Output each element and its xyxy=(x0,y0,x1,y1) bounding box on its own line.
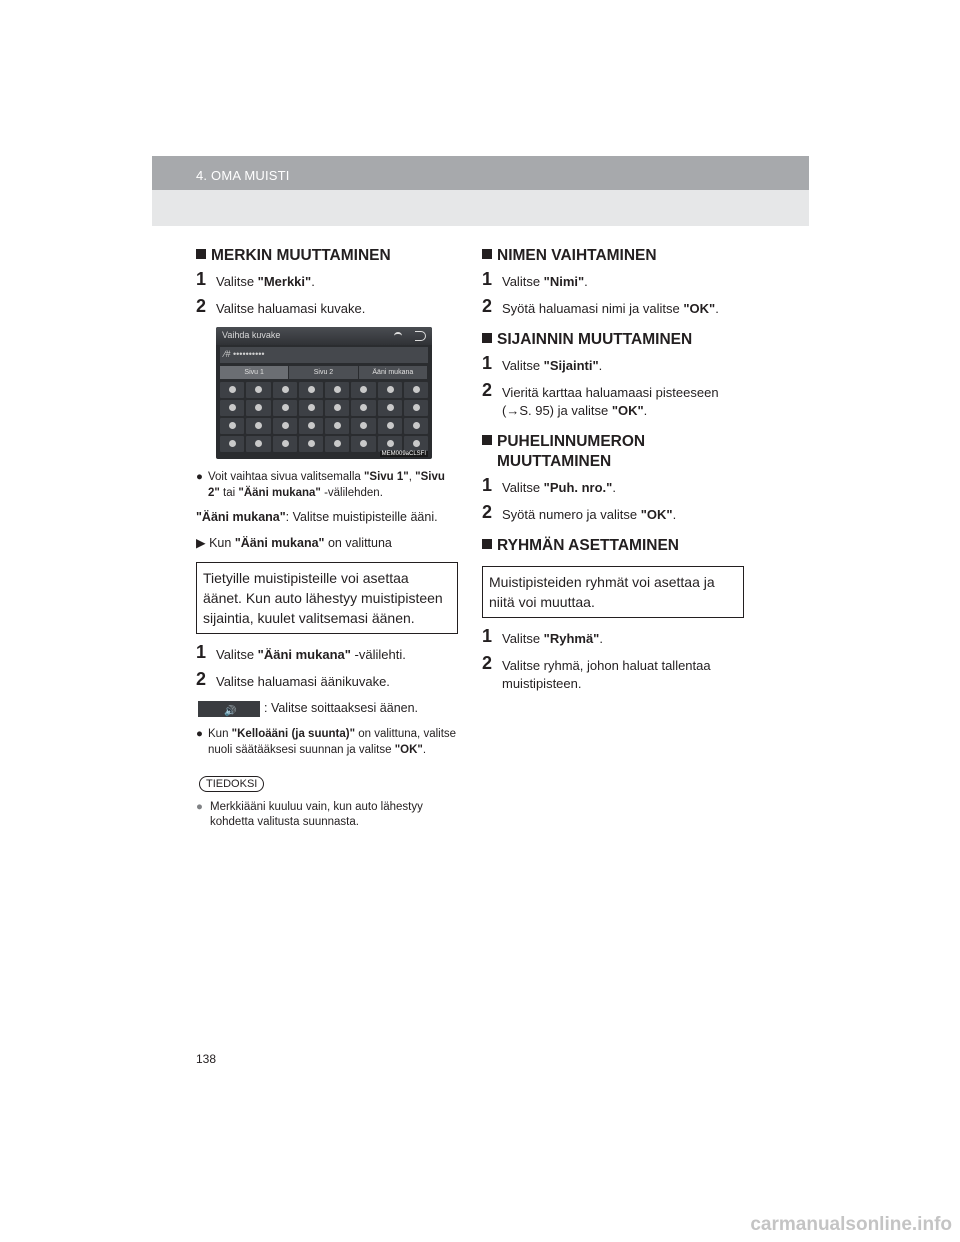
section-title-ryhma: RYHMÄN ASETTAMINEN xyxy=(482,536,744,556)
step-1-puhelin: 1 Valitse "Puh. nro.". xyxy=(482,475,616,495)
volume-instruction: 🔊 : Valitse soittaaksesi äänen. xyxy=(198,700,458,717)
bullet-tabs: ● Voit vaihtaa sivua valitsemalla "Sivu 1", "Sivu 2" tai "Ääni mukana" -välilehden. xyxy=(196,471,445,499)
page-number: 138 xyxy=(196,1052,217,1066)
section-title-puhelinnumero: PUHELINNUMERON MUUTTAMINEN xyxy=(482,432,744,472)
icon-select-screenshot xyxy=(216,327,432,459)
watermark: carmanualsonline.info xyxy=(750,1214,952,1235)
step-2-puhelin: 2 Syötä numero ja valitse "OK". xyxy=(482,502,677,522)
screen-tabs xyxy=(220,366,428,379)
step-2: 2 Valitse haluamasi kuvake. xyxy=(196,296,366,316)
arrow-icon: ▶ xyxy=(196,536,210,550)
square-bullet-icon xyxy=(482,539,492,549)
info-box-groups: Muistipisteiden ryhmät voi asettaa ja niitä voi muuttaa. xyxy=(482,566,744,618)
square-bullet-icon xyxy=(482,435,492,445)
volume-button xyxy=(198,701,260,717)
bullet-kelloaani: ● Kun "Kelloääni (ja suunta)" on valittuna, valitse nuoli säätääksesi suunnan ja valitse "OK". xyxy=(196,728,457,756)
screen-input-text: ⁄# •••••••••• xyxy=(224,349,265,359)
section-title-merkki: MERKIN MUUTTAMINEN xyxy=(196,246,458,266)
step-2-ryhma: 2 Valitse ryhmä, johon haluat tallentaa muistipisteen. xyxy=(482,653,711,691)
right-column xyxy=(482,246,744,702)
tab-sivu-2: Sivu 2 xyxy=(289,366,357,379)
section-title-nimi: NIMEN VAIHTAMINEN xyxy=(482,246,744,266)
square-bullet-icon xyxy=(482,333,492,343)
chapter-title: 4. OMA MUISTI xyxy=(196,168,290,183)
subsection-aani-mukana: ▶ Kun "Ääni mukana" on valittuna xyxy=(196,536,392,550)
step-1: 1 Valitse "Merkki". xyxy=(196,269,315,289)
step-1-sijainti: 1 Valitse "Sijainti". xyxy=(482,353,603,373)
info-note: ● Merkkiääni kuuluu vain, kun auto lähestyy kohdetta valitusta suunnasta. xyxy=(196,801,423,828)
wifi-icon xyxy=(394,332,402,342)
step-2-sijainti: 2 Vieritä karttaa haluamaasi pisteeseen (→S. 95) ja valitse "OK". xyxy=(482,380,719,418)
image-code: MEM009aCLSFI xyxy=(381,451,426,457)
header-band xyxy=(152,190,809,226)
step-1-sound: 1 Valitse "Ääni mukana" -välilehti. xyxy=(196,642,406,662)
info-box-sounds: Tietyille muistipisteille voi asettaa äänet. Kun auto lähestyy muistipisteen sijaintia, kuulet valitsemasi äänen. xyxy=(196,562,458,634)
square-bullet-icon xyxy=(482,249,492,259)
section-title-sijainti: SIJAINNIN MUUTTAMINEN xyxy=(482,330,744,350)
tab-sivu-1: Sivu 1 xyxy=(220,366,288,379)
step-2-nimi: 2 Syötä haluamasi nimi ja valitse "OK". xyxy=(482,296,719,316)
step-2-sound: 2 Valitse haluamasi äänikuvake. xyxy=(196,669,390,689)
step-1-nimi: 1 Valitse "Nimi". xyxy=(482,269,588,289)
definition-aani-mukana: "Ääni mukana": Valitse muistipisteille ääni. xyxy=(196,510,438,524)
square-bullet-icon xyxy=(196,249,206,259)
info-tag: TIEDOKSI xyxy=(199,776,264,792)
left-column xyxy=(196,246,458,830)
step-1-ryhma: 1 Valitse "Ryhmä". xyxy=(482,626,603,646)
back-icon xyxy=(415,331,426,341)
speaker-icon: 🔊 xyxy=(224,705,237,717)
tab-aani-mukana: Ääni mukana xyxy=(359,366,427,379)
screen-title: Vaihda kuvake xyxy=(222,330,281,340)
icon-grid xyxy=(220,382,428,452)
